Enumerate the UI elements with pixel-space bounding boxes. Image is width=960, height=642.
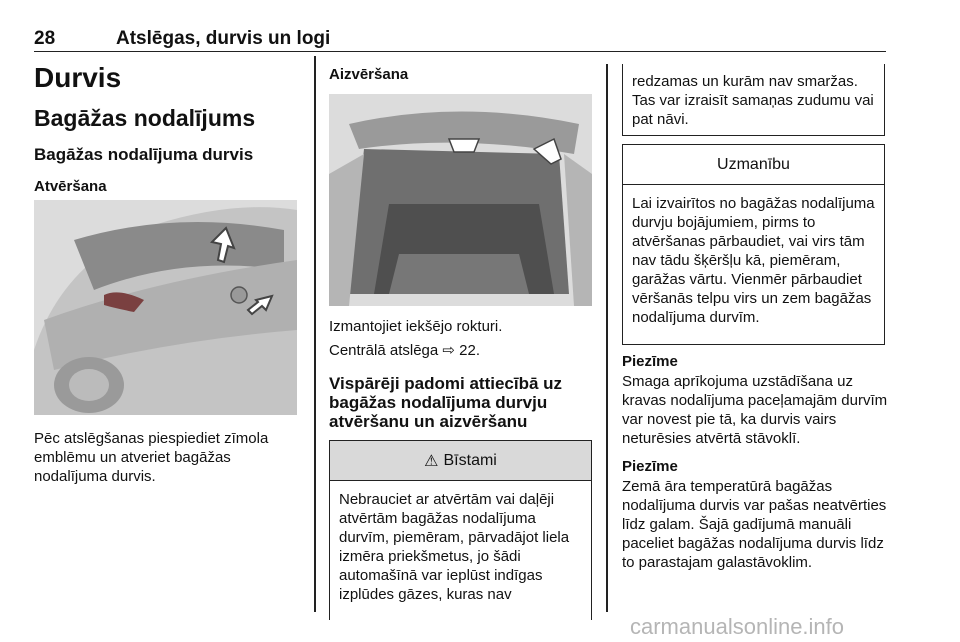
opening-heading: Atvēršana bbox=[34, 178, 107, 195]
danger-header bbox=[330, 441, 591, 481]
closing-heading: Aizvēršana bbox=[329, 66, 409, 83]
column-divider-2 bbox=[606, 64, 608, 612]
chapter-title: Atslēgas, durvis un logi bbox=[116, 28, 331, 49]
trunk-closing-illustration bbox=[329, 94, 592, 306]
page-number: 28 bbox=[34, 28, 56, 49]
watermark: carmanualsonline.info bbox=[630, 614, 845, 639]
note-title: Piezīme bbox=[622, 353, 678, 370]
trunk-opening-illustration bbox=[34, 200, 297, 415]
caution-title: Uzmanību bbox=[717, 155, 790, 173]
general-advice-heading: Vispārēji padomi attiecībā uz bagāžas nodalījuma durvju atvēršanu un aizvēršanu bbox=[329, 374, 563, 431]
page-header bbox=[34, 28, 886, 52]
central-lock-reference: Centrālā atslēga ⇨ 22. bbox=[329, 342, 480, 359]
section-title: Durvis bbox=[34, 62, 122, 93]
danger-warning-continued bbox=[622, 64, 885, 136]
danger-continued-text: redzamas un kurām nav smaržas. Tas var izraisīt samaņas zudumu vai pat nāvi. bbox=[632, 73, 874, 128]
caution-header bbox=[623, 145, 884, 185]
column-divider-1 bbox=[314, 56, 316, 612]
caution-text: Lai izvairītos no bagāžas nodalījuma durvju bojājumiem, pirms to atvēršanas pārbaudiet, vai virs tām nav tādu šķēršļu kā, piemēram, garāžas vārtu. Vienmēr pārbaudiet vēršanās telpu virs un zem bagāžas nodalījuma durvīm. bbox=[632, 195, 875, 326]
note-text: Smaga aprīkojuma uzstādīšana uz kravas nodalījuma paceļamajām durvīm var novest pie tā, ka durvis vairs neturēsies atvērtā stāvoklī. bbox=[622, 373, 888, 447]
topic-title: Bagāžas nodalījuma durvis bbox=[34, 145, 254, 164]
warning-triangle-icon: ⚠ bbox=[424, 452, 439, 470]
danger-warning-box bbox=[329, 440, 592, 620]
subsection-title: Bagāžas nodalījums bbox=[34, 105, 256, 131]
opening-instructions: Pēc atslēgšanas piespiediet zīmola emblēmu un atveriet bagāžas nodalījuma durvis. bbox=[34, 430, 269, 485]
note-title: Piezīme bbox=[622, 458, 678, 475]
danger-text: Nebrauciet ar atvērtām vai daļēji atvērtām bagāžas nodalījuma durvīm, piemēram, pārvadājot liela izmēra priekšmetus, jo šādi automašīnā var ieplūst indīgas izplūdes gāzes, kuras nav bbox=[339, 491, 570, 603]
closing-instructions: Izmantojiet iekšējo rokturi. bbox=[329, 318, 503, 335]
caution-box bbox=[622, 144, 885, 345]
danger-title: Bīstami bbox=[443, 451, 497, 469]
note-text: Zemā āra temperatūrā bagāžas nodalījuma durvis var pašas neatvērties līdz galam. Šajā gadījumā manuāli paceliet bagāžas nodalījuma durvis līdz to parastajam galastāvoklim. bbox=[622, 478, 887, 571]
